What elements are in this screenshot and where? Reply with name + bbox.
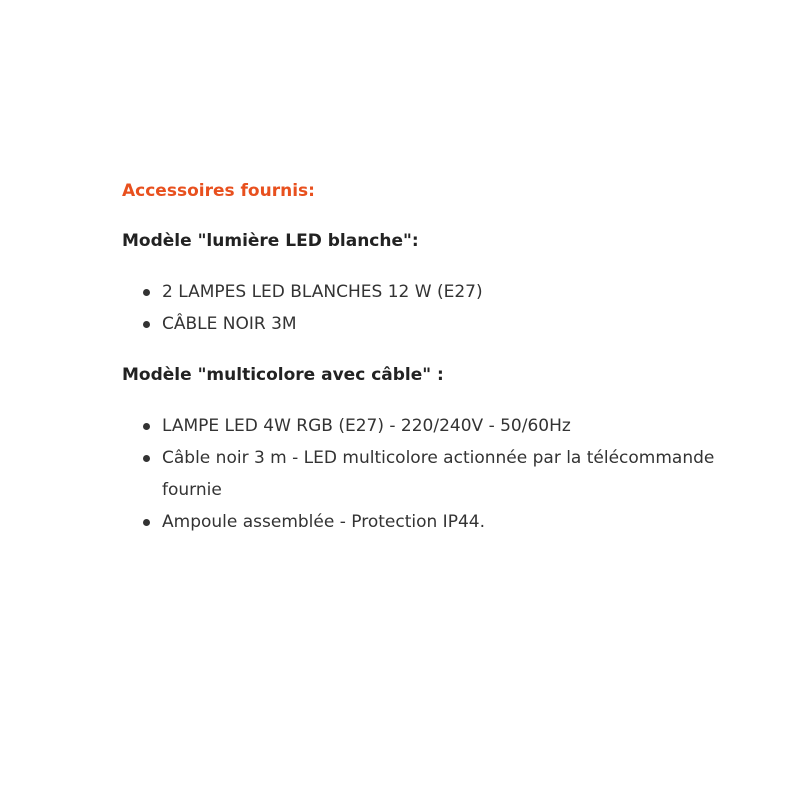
model-heading-white-led: Modèle "lumière LED blanche": [122, 231, 419, 251]
white-led-items-list [122, 276, 762, 340]
list-item-text: 2 LAMPES LED BLANCHES 12 W (E27) [162, 282, 483, 302]
bullet-icon [143, 321, 150, 328]
list-item [122, 506, 762, 538]
model-heading-multicolor: Modèle "multicolore avec câble" : [122, 365, 444, 385]
bullet-icon [143, 289, 150, 296]
bullet-icon [143, 455, 150, 462]
multicolor-items-list [122, 410, 762, 538]
list-item [122, 410, 762, 442]
bullet-icon [143, 519, 150, 526]
list-item-text: LAMPE LED 4W RGB (E27) - 220/240V - 50/60Hz [162, 416, 571, 436]
list-item [122, 308, 762, 340]
list-item-text: Câble noir 3 m - LED multicolore actionnée par la télécommande fournie [162, 448, 715, 500]
list-item [122, 276, 762, 308]
accessories-section [122, 178, 762, 560]
list-item-text: CÂBLE NOIR 3M [162, 314, 297, 334]
section-title: Accessoires fournis: [122, 181, 315, 201]
list-item-text: Ampoule assemblée - Protection IP44. [162, 512, 485, 532]
bullet-icon [143, 423, 150, 430]
list-item [122, 442, 762, 506]
